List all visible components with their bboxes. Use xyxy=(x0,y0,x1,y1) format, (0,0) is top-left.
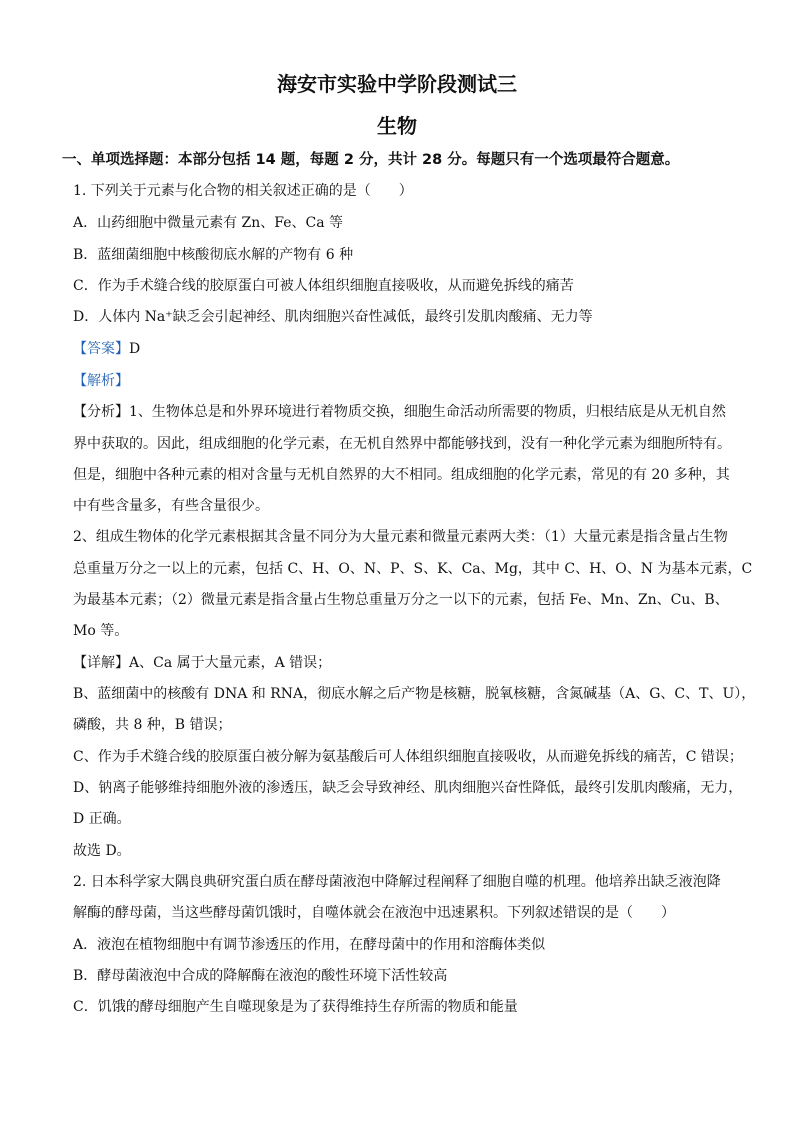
analysis-line: 但是，细胞中各种元素的相对含量与无机自然界的大不相同。组成细胞的化学元素，常见的有 20 多种，其 xyxy=(73,467,730,483)
section-heading: 一、单项选择题：本部分包括 14 题，每题 2 分，共计 28 分。每题只有一个选项最符合题意。 xyxy=(62,152,680,168)
question-1-answer xyxy=(73,340,723,358)
analysis-line: D、钠离子能够维持细胞外液的渗透压，缺乏会导致神经、肌肉细胞兴奋性降低，最终引发肌肉酸痛，无力， xyxy=(73,780,743,796)
question-2-stem: 解酶的酵母菌，当这些酵母菌饥饿时，自噬体就会在液泡中迅速累积。下列叙述错误的是（ ） xyxy=(73,905,675,921)
question-1-stem: 1. 下列关于元素与化合物的相关叙述正确的是（ ） xyxy=(73,183,413,199)
answer-tag: 【答案】 xyxy=(73,341,129,357)
analysis-tag: 【解析】 xyxy=(73,373,129,389)
analysis-line: 磷酸，共 8 种，B 错误； xyxy=(73,717,232,733)
question-2-option-c: C．饥饿的酵母细胞产生自噬现象是为了获得维持生存所需的物质和能量 xyxy=(73,999,518,1015)
question-2-option-b: B．酵母菌液泡中合成的降解酶在液泡的酸性环境下活性较高 xyxy=(73,968,448,984)
analysis-line: 中有些含量多，有些含量很少。 xyxy=(73,498,269,514)
analysis-line: C、作为手术缝合线的胶原蛋白被分解为氨基酸后可人体组织细胞直接吸收，从而避免拆线的痛苦，C 错误； xyxy=(73,749,743,765)
analysis-line: D 正确。 xyxy=(73,811,131,827)
question-1-option-d: D．人体内 Na⁺缺乏会引起神经、肌肉细胞兴奋性减低，最终引发肌肉酸痛、无力等 xyxy=(73,309,593,325)
analysis-line: 总重量万分之一以上的元素，包括 C、H、O、N、P、S、K、Ca、Mg，其中 C、H、O、N 为基本元素，C xyxy=(73,561,753,577)
question-1-option-a: A．山药细胞中微量元素有 Zn、Fe、Ca 等 xyxy=(73,215,344,231)
analysis-line: Mo 等。 xyxy=(73,623,129,639)
question-1-option-b: B．蓝细菌细胞中核酸彻底水解的产物有 6 种 xyxy=(73,247,354,263)
document-subject: 生物 xyxy=(377,114,417,138)
document-title: 海安市实验中学阶段测试三 xyxy=(277,72,517,96)
analysis-line: 【详解】A、Ca 属于大量元素，A 错误； xyxy=(73,655,332,671)
question-2-stem: 2. 日本科学家大隅良典研究蛋白质在酵母菌液泡中降解过程阐释了细胞自噬的机理。他培养出缺乏液泡降 xyxy=(73,874,721,890)
analysis-line: 为最基本元素；（2）微量元素是指含量占生物总重量万分之一以下的元素，包括 Fe、Mn、Zn、Cu、B、 xyxy=(73,592,729,608)
question-2-option-a: A．液泡在植物细胞中有调节渗透压的作用，在酵母菌中的作用和溶酶体类似 xyxy=(73,937,546,953)
analysis-line: 界中获取的。因此，组成细胞的化学元素，在无机自然界中都能够找到，没有一种化学元素为细胞所特有。 xyxy=(73,436,731,452)
answer-value: D xyxy=(129,341,141,357)
analysis-line: B、蓝细菌中的核酸有 DNA 和 RNA，彻底水解之后产物是核糖，脱氧核糖，含氮碱基（A、G、C、T、U）， xyxy=(73,686,756,702)
analysis-line: 2、组成生物体的化学元素根据其含量不同分为大量元素和微量元素两大类：（1）大量元素是指含量占生物 xyxy=(73,529,728,545)
question-1-option-c: C．作为手术缝合线的胶原蛋白可被人体组织细胞直接吸收，从而避免拆线的痛苦 xyxy=(73,278,574,294)
analysis-line: 故选 D。 xyxy=(73,843,131,859)
analysis-line: 【分析】1、生物体总是和外界环境进行着物质交换，细胞生命活动所需要的物质，归根结底是从无机自然 xyxy=(73,404,726,420)
